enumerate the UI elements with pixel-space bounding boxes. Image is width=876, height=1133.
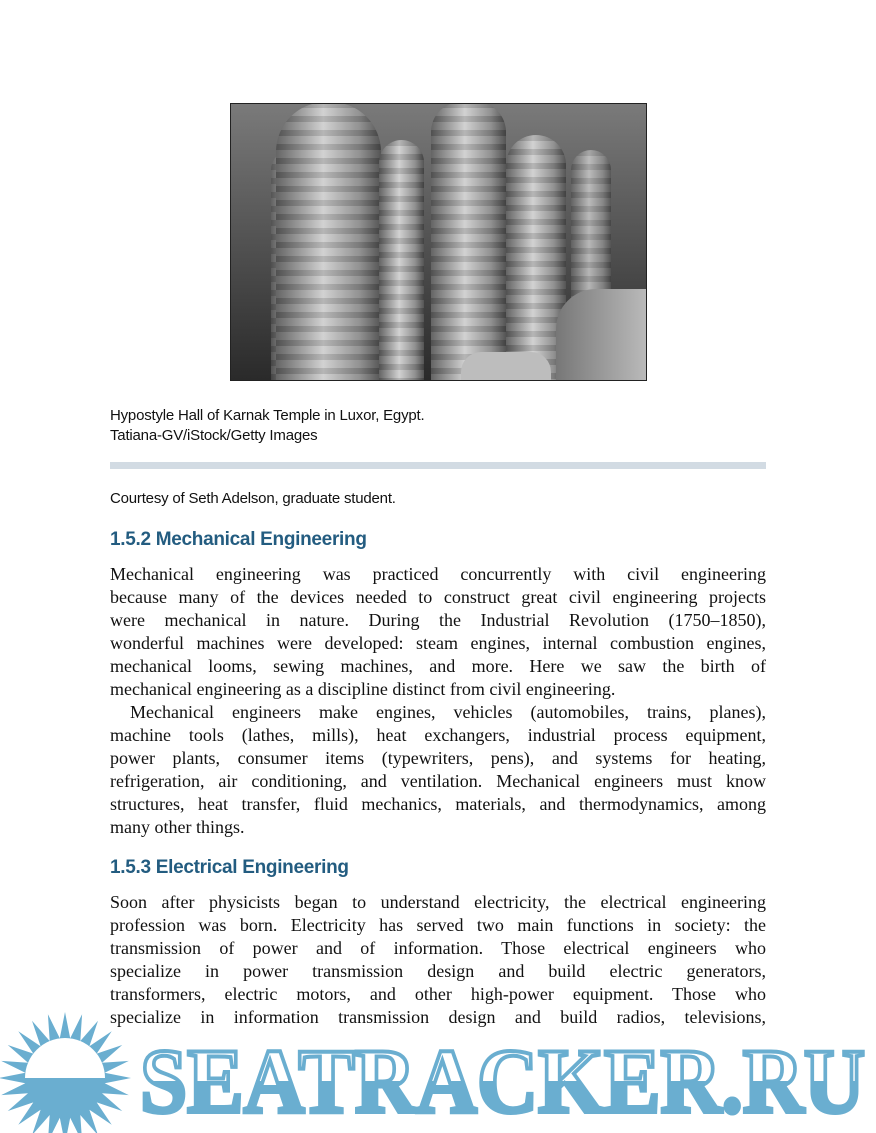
text-line: power plants, consumer items (typewriters, pens), and systems for heating, [110, 748, 766, 768]
text-line: refrigeration, air conditioning, and ventilation. Mechanical engineers must know [110, 771, 766, 791]
divider [110, 462, 766, 469]
text-line: mechanical engineering as a discipline distinct from civil engineering. [110, 679, 616, 699]
text-line: transmission of power and of information. Those electrical engineers who [110, 938, 766, 958]
sun-icon [0, 1012, 131, 1133]
figure-credit: Tatiana-GV/iStock/Getty Images [110, 427, 318, 444]
text-line: wonderful machines were developed: steam engines, internal combustion engines, [110, 633, 766, 653]
text-line: structures, heat transfer, fluid mechanics, materials, and thermodynamics, among [110, 794, 766, 814]
text-line: many other things. [110, 817, 245, 837]
text-line: transformers, electric motors, and other high-power equipment. Those who [110, 984, 766, 1004]
text-line: were mechanical in nature. During the Industrial Revolution (1750–1850), [110, 610, 766, 630]
figure-caption: Hypostyle Hall of Karnak Temple in Luxor, Egypt. [110, 407, 425, 424]
section-heading-electrical: 1.5.3 Electrical Engineering [110, 857, 349, 878]
text-line: mechanical looms, sewing machines, and more. Here we saw the birth of [110, 656, 766, 676]
courtesy-note: Courtesy of Seth Adelson, graduate student. [110, 490, 396, 507]
paragraph [110, 563, 766, 839]
text-line: Mechanical engineers make engines, vehicles (automobiles, trains, planes), [130, 702, 766, 722]
text-line: Soon after physicists began to understand electricity, the electrical engineering [110, 892, 766, 912]
watermark [0, 1000, 876, 1133]
watermark-text: SEATRACKER.RU [140, 1030, 865, 1132]
karnak-temple-photo [230, 103, 647, 381]
text-line: specialize in information transmission design and build radios, televisions, [110, 1007, 766, 1027]
text-line: machine tools (lathes, mills), heat exchangers, industrial process equipment, [110, 725, 766, 745]
text-line: profession was born. Electricity has served two main functions in society: the [110, 915, 766, 935]
text-line: specialize in power transmission design and build electric generators, [110, 961, 766, 981]
text-line: Mechanical engineering was practiced concurrently with civil engineering [110, 564, 766, 584]
text-line: because many of the devices needed to construct great civil engineering projects [110, 587, 766, 607]
section-heading-mechanical: 1.5.2 Mechanical Engineering [110, 529, 367, 550]
